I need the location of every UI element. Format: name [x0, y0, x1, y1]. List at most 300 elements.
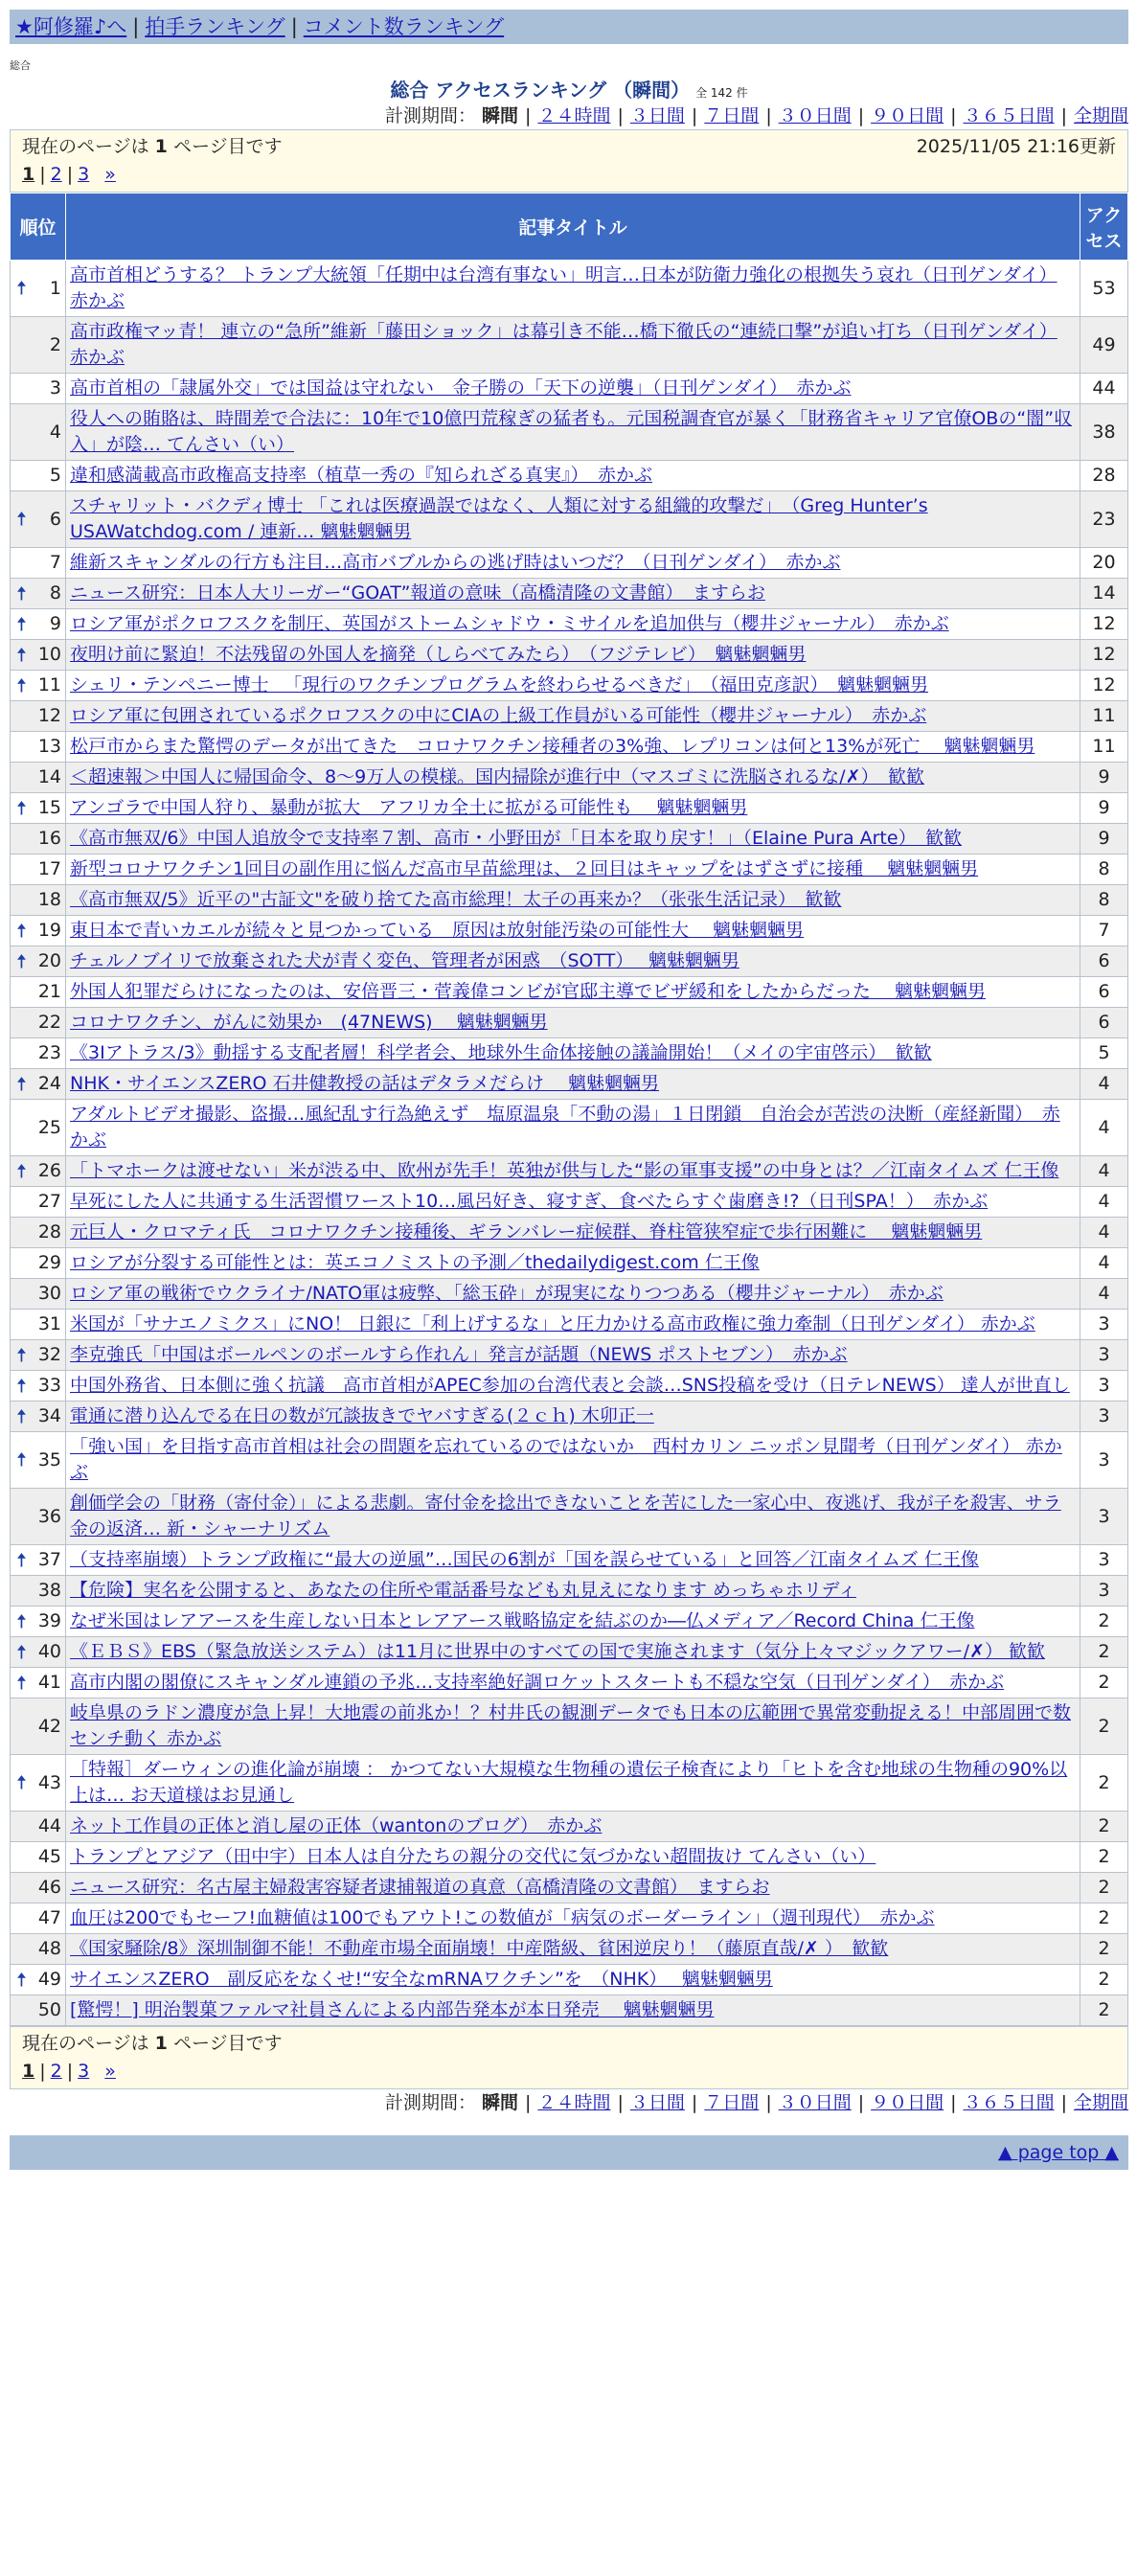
- pagination-box-bottom: [10, 2026, 1128, 2089]
- table-row: [11, 1576, 1128, 1607]
- rank-number: 25: [37, 1116, 61, 1138]
- table-row: [11, 1340, 1128, 1371]
- article-title-link[interactable]: ニュース研究：名古屋主婦殺害容疑者逮捕報道の真意（高橋清隆の文書館） ますらお: [70, 1877, 770, 1898]
- rank-number: 23: [37, 1042, 61, 1063]
- title-cell: [66, 491, 1080, 548]
- page-top-link[interactable]: ▲ page top ▲: [998, 2142, 1119, 2163]
- article-title-link[interactable]: 違和感満載高市政権高支持率（植草一秀の『知られざる真実』） 赤かぶ: [70, 465, 653, 486]
- title-cell: [66, 1812, 1080, 1842]
- table-row: [11, 1156, 1128, 1187]
- separator: |: [66, 2061, 74, 2082]
- page-link[interactable]: 3: [78, 2061, 90, 2082]
- rank-number: 17: [37, 858, 61, 879]
- rank-number: 44: [37, 1815, 61, 1836]
- article-title-link[interactable]: NHK・サイエンスZERO 石井健教授の話はデタラメだらけ 魑魅魍魎男: [70, 1073, 660, 1094]
- page-info: 現在のページは 1 ページ目です: [22, 2033, 283, 2054]
- rank-up-arrow-icon: 🠅: [16, 673, 27, 696]
- rank-cell: [11, 946, 66, 977]
- rank-cell: [11, 1156, 66, 1187]
- access-count: 53: [1080, 261, 1128, 317]
- article-title-link[interactable]: スチャリット・バクディ博士 「これは医療過誤ではなく、人類に対する組織的攻撃だ」 （Greg Hunter’s USAWatchdog.com / 連新… 魑魅魍魎男: [70, 495, 928, 542]
- access-count: 38: [1080, 404, 1128, 461]
- article-title-link[interactable]: ロシア軍がポクロフスクを制圧、英国がストームシャドウ・ミサイルを追加供与（櫻井ジャーナル） 赤かぶ: [70, 613, 949, 634]
- nav-link-applause-ranking[interactable]: 拍手ランキング: [145, 15, 285, 38]
- rank-number: 12: [37, 705, 61, 726]
- access-count: 4: [1080, 1248, 1128, 1279]
- article-title-link[interactable]: 《国家騒除/8》深圳制御不能！不動産市場全面崩壊！中産階級、貧困逆戻り！（藤原直哉/✗ ） 歓歓: [70, 1938, 889, 1959]
- rank-cell: [11, 640, 66, 671]
- rank-number: 21: [37, 981, 61, 1002]
- spacer: [94, 2061, 100, 2082]
- article-title-link[interactable]: 新型コロナワクチン1回目の副作用に悩んだ高市早苗総理は、２回目はキャップをはずさずに接種 魑魅魍魎男: [70, 858, 979, 879]
- rank-number: 40: [37, 1641, 61, 1662]
- article-title-link[interactable]: 早死にした人に共通する生活習慣ワースト10…風呂好き、寝すぎ、食べたらすぐ歯磨き!?（日刊SPA！） 赤かぶ: [70, 1191, 989, 1212]
- rank-cell: [11, 1038, 66, 1069]
- period-link[interactable]: ７日間: [704, 2092, 760, 2113]
- rank-cell: [11, 374, 66, 404]
- title-cell: [66, 824, 1080, 855]
- article-title-link[interactable]: 維新スキャンダルの行方も注目…高市バブルからの逃げ時はいつだ？（日刊ゲンダイ） 赤かぶ: [70, 552, 841, 573]
- access-count: 5: [1080, 1038, 1128, 1069]
- table-row: [11, 1432, 1128, 1489]
- access-count: 2: [1080, 1607, 1128, 1637]
- rank-cell: [11, 916, 66, 946]
- rank-number: 8: [49, 582, 61, 604]
- rank-number: 19: [37, 920, 61, 941]
- title-cell: [66, 1038, 1080, 1069]
- access-count: 11: [1080, 732, 1128, 763]
- article-title-link[interactable]: 「強い国」を目指す高市首相は社会の問題を忘れているのではないか 西村カリン ニッポン見聞考（日刊ゲンダイ） 赤かぶ: [70, 1436, 1062, 1483]
- article-title-link[interactable]: 高市内閣の閣僚にスキャンダル連鎖の予兆…支持率絶好調ロケットスタートも不穏な空気（日刊ゲンダイ） 赤かぶ: [70, 1672, 1005, 1693]
- title-cell: [66, 763, 1080, 793]
- article-title-link[interactable]: 高市首相の「隷属外交」では国益は守れない 金子勝の「天下の逆襲」（日刊ゲンダイ） 赤かぶ: [70, 377, 852, 399]
- article-title-link[interactable]: アダルトビデオ撮影、盗撮…風紀乱す行為絶えず 塩原温泉「不動の湯」１日閉鎖 自治会が苦渋の決断（産経新聞） 赤かぶ: [70, 1104, 1060, 1151]
- rank-number: 28: [37, 1221, 61, 1242]
- page-link[interactable]: 3: [78, 164, 90, 185]
- table-row: [11, 1038, 1128, 1069]
- table-row: [11, 671, 1128, 701]
- table-row: [11, 609, 1128, 640]
- article-title-link[interactable]: 【危険】実名を公開すると、あなたの住所や電話番号なども丸見えになります めっちゃホリディ: [70, 1580, 856, 1601]
- rank-up-arrow-icon: 🠅: [16, 612, 27, 635]
- article-title-link[interactable]: ロシアが分裂する可能性とは：英エコノミストの予測／thedailydigest.com 仁王像: [70, 1252, 760, 1273]
- rank-number: 35: [37, 1448, 61, 1470]
- access-count: 12: [1080, 640, 1128, 671]
- rank-cell: [11, 1218, 66, 1248]
- period-link[interactable]: ３日間: [629, 2092, 685, 2113]
- rank-cell: [11, 1607, 66, 1637]
- article-title-link[interactable]: ニュース研究：日本人大リーガー“GOAT”報道の意味（高橋清隆の文書館） ますらお: [70, 582, 765, 604]
- table-row: [11, 1812, 1128, 1842]
- table-row: [11, 1755, 1128, 1812]
- article-title-link[interactable]: ロシア軍に包囲されているポクロフスクの中にCIAの上級工作員がいる可能性（櫻井ジャーナル） 赤かぶ: [70, 705, 927, 726]
- rank-cell: [11, 1100, 66, 1156]
- title-cell: [66, 1371, 1080, 1402]
- rank-number: 49: [37, 1969, 61, 1990]
- title-cell: [66, 1402, 1080, 1432]
- access-count: 7: [1080, 916, 1128, 946]
- article-title-link[interactable]: 外国人犯罪だらけになったのは、安倍晋三・菅義偉コンビが官邸主導でビザ緩和をしたからだった 魑魅魍魎男: [70, 981, 987, 1002]
- period-link[interactable]: ７日間: [704, 105, 760, 126]
- period-link[interactable]: ３６５日間: [963, 105, 1055, 126]
- rank-number: 43: [37, 1771, 61, 1793]
- access-count: 3: [1080, 1310, 1128, 1340]
- period-link[interactable]: ９０日間: [871, 105, 944, 126]
- article-title-link[interactable]: コロナワクチン、がんに効果か (47NEWS) 魑魅魍魎男: [70, 1012, 548, 1033]
- table-row: [11, 579, 1128, 609]
- separator: |: [66, 164, 74, 185]
- access-count: 2: [1080, 1812, 1128, 1842]
- period-current: 瞬間: [482, 105, 519, 126]
- title-cell: [66, 1995, 1080, 2026]
- access-count: 3: [1080, 1489, 1128, 1545]
- rank-number: 29: [37, 1252, 61, 1273]
- rank-number: 5: [49, 465, 61, 486]
- title-cell: [66, 885, 1080, 916]
- rank-number: 3: [49, 377, 61, 399]
- table-row: [11, 1248, 1128, 1279]
- article-title-link[interactable]: ［特報］ダーウィンの進化論が崩壊 ： かつてない大規模な生物種の遺伝子検査により「ヒトを含む地球の生物種の90%以上は… お天道様はお見通し: [70, 1759, 1068, 1806]
- table-row: [11, 1873, 1128, 1904]
- title-cell: [66, 1873, 1080, 1904]
- rank-cell: [11, 1008, 66, 1038]
- article-title-link[interactable]: 中国外務省、日本側に強く抗議 高市首相がAPEC参加の台湾代表と会談…SNS投稿を受け（日テレNEWS） 達人が世直し: [70, 1375, 1070, 1396]
- title-cell: [66, 1340, 1080, 1371]
- separator: |: [617, 105, 624, 126]
- access-count: 2: [1080, 1873, 1128, 1904]
- rank-number: 46: [37, 1877, 61, 1898]
- table-row: [11, 1402, 1128, 1432]
- access-count: 4: [1080, 1187, 1128, 1218]
- separator: |: [525, 105, 532, 126]
- rank-number: 38: [37, 1580, 61, 1601]
- title-cell: [66, 1008, 1080, 1038]
- period-link[interactable]: 全期間: [1073, 105, 1128, 126]
- rank-cell: [11, 1402, 66, 1432]
- access-count: 4: [1080, 1279, 1128, 1310]
- article-title-link[interactable]: 役人への賄賂は、時間差で合法に：10年で10億円荒稼ぎの猛者も。元国税調査官が暴く「財務省キャリア官僚OBの“闇”収入」が陰… てんさい（い）: [70, 408, 1073, 455]
- article-title-link[interactable]: なぜ米国はレアアースを生産しない日本とレアアース戦略協定を結ぶのか―仏メディア／Record China 仁王像: [70, 1610, 975, 1631]
- title-cell: [66, 793, 1080, 824]
- table-row: [11, 1995, 1128, 2026]
- table-row: [11, 548, 1128, 579]
- updated-timestamp: 2025/11/05 21:16更新: [916, 136, 1116, 157]
- access-count: 2: [1080, 1755, 1128, 1812]
- rank-up-arrow-icon: 🠅: [16, 1159, 27, 1182]
- rank-cell: [11, 885, 66, 916]
- separator: |: [39, 2061, 46, 2082]
- table-row: [11, 1100, 1128, 1156]
- article-title-link[interactable]: [驚愕！] 明治製菓ファルマ社員さんによる内部告発本が本日発売 魑魅魍魎男: [70, 1999, 715, 2020]
- article-title-link[interactable]: シェリ・テンペニー博士 「現行のワクチンプログラムを終わらせるべきだ」 （福田克彦訳） 魑魅魍魎男: [70, 674, 929, 695]
- period-label: 計測期間：: [385, 2092, 477, 2113]
- rank-cell: [11, 701, 66, 732]
- rank-cell: [11, 1698, 66, 1755]
- title-cell: [66, 1637, 1080, 1668]
- top-nav-bar: [10, 10, 1128, 44]
- ranking-table-body: [11, 261, 1128, 2026]
- rank-up-arrow-icon: 🠅: [16, 1374, 27, 1397]
- article-title-link[interactable]: ロシア軍の戦術でウクライナ/NATO軍は疲弊、「総玉砕」が現実になりつつある（櫻井ジャーナル） 赤かぶ: [70, 1283, 944, 1304]
- rank-up-arrow-icon: 🠅: [16, 1671, 27, 1694]
- table-row: [11, 1008, 1128, 1038]
- separator: |: [1060, 105, 1067, 126]
- period-link[interactable]: ３日間: [629, 105, 685, 126]
- access-count: 2: [1080, 1698, 1128, 1755]
- title-cell: [66, 1310, 1080, 1340]
- rank-cell: [11, 579, 66, 609]
- title-cell: [66, 1187, 1080, 1218]
- rank-number: 30: [37, 1283, 61, 1304]
- rank-up-arrow-icon: 🠅: [16, 581, 27, 604]
- article-title-link[interactable]: 《高市無双/5》近平の"古証文"を破り捨てた高市総理！太子の再来か？（张张生活记录） 歓歓: [70, 889, 842, 910]
- article-title-link[interactable]: 高市首相どうする？ トランプ大統領「任期中は台湾有事ない」明言…日本が防衛力強化の根拠失う哀れ（日刊ゲンダイ） 赤かぶ: [70, 264, 1057, 311]
- period-link[interactable]: ３６５日間: [963, 2092, 1055, 2113]
- rank-cell: [11, 855, 66, 885]
- rank-number: 42: [37, 1715, 61, 1737]
- table-row: [11, 946, 1128, 977]
- period-link[interactable]: ３０日間: [778, 2092, 852, 2113]
- separator: |: [765, 105, 772, 126]
- rank-cell: [11, 609, 66, 640]
- rank-number: 39: [37, 1610, 61, 1631]
- access-count: 28: [1080, 461, 1128, 491]
- rank-cell: [11, 461, 66, 491]
- access-count: 8: [1080, 855, 1128, 885]
- table-row: [11, 1842, 1128, 1873]
- header-rank: 順位: [11, 194, 66, 261]
- title-cell: [66, 404, 1080, 461]
- title-cell: [66, 671, 1080, 701]
- access-count: 6: [1080, 977, 1128, 1008]
- title-cell: [66, 1248, 1080, 1279]
- rank-up-arrow-icon: 🠅: [16, 949, 27, 972]
- rank-cell: [11, 1842, 66, 1873]
- rank-number: 4: [49, 421, 61, 443]
- table-row: [11, 1607, 1128, 1637]
- rank-number: 10: [37, 644, 61, 665]
- access-count: 44: [1080, 374, 1128, 404]
- title-cell: [66, 1576, 1080, 1607]
- access-count: 9: [1080, 824, 1128, 855]
- separator: |: [691, 105, 698, 126]
- article-title-link[interactable]: 夜明け前に緊迫！不法残留の外国人を摘発（しらべてみたら） （フジテレビ） 魑魅魍魎男: [70, 644, 807, 665]
- title-cell: [66, 732, 1080, 763]
- rank-up-arrow-icon: 🠅: [16, 1343, 27, 1366]
- page-link[interactable]: 2: [50, 164, 62, 185]
- page-link[interactable]: 2: [50, 2061, 62, 2082]
- rank-number: 2: [49, 333, 61, 355]
- table-row: [11, 1668, 1128, 1698]
- table-row: [11, 1310, 1128, 1340]
- table-row: [11, 763, 1128, 793]
- page-current: 1: [22, 2061, 35, 2082]
- rank-cell: [11, 261, 66, 317]
- access-count: 3: [1080, 1371, 1128, 1402]
- article-title-link[interactable]: チェルノブイリで放棄された犬が青く変色、管理者が困惑 （SOTT） 魑魅魍魎男: [70, 950, 739, 971]
- access-count: 4: [1080, 1218, 1128, 1248]
- rank-up-arrow-icon: 🠅: [16, 1770, 27, 1794]
- title-cell: [66, 579, 1080, 609]
- access-count: 2: [1080, 1995, 1128, 2026]
- rank-number: 37: [37, 1549, 61, 1570]
- title-cell: [66, 977, 1080, 1008]
- article-title-link[interactable]: 血圧は200でもセーフ!血糖値は100でもアウト!この数値が「病気のボーダーライン」（週刊現代） 赤かぶ: [70, 1907, 935, 1928]
- title-cell: [66, 374, 1080, 404]
- rank-up-arrow-icon: 🠅: [16, 1072, 27, 1095]
- period-link[interactable]: ２４時間: [537, 2092, 611, 2113]
- article-title-link[interactable]: 東日本で青いカエルが続々と見つかっている 原因は放射能汚染の可能性大 魑魅魍魎男: [70, 920, 805, 941]
- rank-cell: [11, 1545, 66, 1576]
- rank-number: 14: [37, 766, 61, 787]
- article-title-link[interactable]: 創価学会の「財務（寄付金）」による悲劇。寄付金を捻出できないことを苦にした一家心中、夜逃げ、我が子を殺害、サラ金の返済… 新・シャーナリズム: [70, 1493, 1061, 1539]
- page-next-link[interactable]: »: [104, 164, 116, 185]
- rank-cell: [11, 1340, 66, 1371]
- table-row: [11, 1187, 1128, 1218]
- rank-number: 48: [37, 1938, 61, 1959]
- title-cell: [66, 609, 1080, 640]
- period-selector-top: [10, 103, 1128, 129]
- article-title-link[interactable]: 《3Iアトラス/3》動揺する支配者層！科学者会、地球外生命体接触の議論開始！（メイの宇宙啓示） 歓歓: [70, 1042, 932, 1063]
- article-title-link[interactable]: 《ＥＢＳ》EBS（緊急放送システム）は11月に世界中のすべての国で実施されます（気分上々マジックアワー/✗） 歓歓: [70, 1641, 1046, 1662]
- separator: |: [857, 2092, 865, 2113]
- page-links: [22, 2058, 1116, 2086]
- article-title-link[interactable]: 《高市無双/6》中国人追放令で支持率７割、高市・小野田が「日本を取り戻す！」（Elaine Pura Arte） 歓歓: [70, 828, 963, 849]
- access-count: 2: [1080, 1637, 1128, 1668]
- access-count: 6: [1080, 946, 1128, 977]
- article-title-link[interactable]: アンゴラで中国人狩り、暴動が拡大 アフリカ全土に拡がる可能性も 魑魅魍魎男: [70, 797, 748, 818]
- header-access: アクセス: [1080, 194, 1128, 261]
- ranking-title: 総合 アクセスランキング （瞬間）: [390, 79, 691, 102]
- title-cell: [66, 1069, 1080, 1100]
- access-count: 6: [1080, 1008, 1128, 1038]
- table-row: [11, 1545, 1128, 1576]
- table-row: [11, 855, 1128, 885]
- rank-number: 36: [37, 1505, 61, 1527]
- period-link[interactable]: 全期間: [1073, 2092, 1128, 2113]
- rank-number: 45: [37, 1846, 61, 1867]
- page-next-link[interactable]: »: [104, 2061, 116, 2082]
- title-cell: [66, 261, 1080, 317]
- article-title-link[interactable]: （支持率崩壊）トランプ政権に“最大の逆風”…国民の6割が「国を誤らせている」と回答／江南タイムズ 仁王像: [70, 1549, 979, 1570]
- article-title-link[interactable]: 高市政権マッ青！ 連立の“急所”維新「藤田ショック」は幕引き不能…橋下徹氏の“連続口撃”が追い打ち（日刊ゲンダイ） 赤かぶ: [70, 321, 1057, 368]
- article-title-link[interactable]: 李克強氏「中国はボールペンのボールすら作れん」発言が話題（NEWS ポストセブン） 赤かぶ: [70, 1344, 848, 1365]
- rank-number: 47: [37, 1907, 61, 1928]
- rank-up-arrow-icon: 🠅: [16, 276, 27, 300]
- period-link[interactable]: ９０日間: [871, 2092, 944, 2113]
- rank-number: 1: [49, 277, 61, 299]
- table-row: [11, 491, 1128, 548]
- separator: |: [132, 15, 140, 38]
- nav-link-comment-ranking[interactable]: コメント数ランキング: [303, 15, 505, 38]
- rank-number: 22: [37, 1012, 61, 1033]
- rank-number: 32: [37, 1344, 61, 1365]
- rank-cell: [11, 1812, 66, 1842]
- article-title-link[interactable]: トランプとアジア（田中宇）日本人は自分たちの親分の交代に気づかない超間抜け てんさい（い）: [70, 1846, 876, 1867]
- rank-number: 16: [37, 828, 61, 849]
- rank-cell: [11, 1069, 66, 1100]
- separator: |: [1060, 2092, 1067, 2113]
- rank-cell: [11, 793, 66, 824]
- table-row: [11, 916, 1128, 946]
- article-title-link[interactable]: 電通に潜り込んでる在日の数が冗談抜きでヤバすぎる(２ｃｈ) 木卯正一: [70, 1405, 654, 1426]
- period-link[interactable]: ２４時間: [537, 105, 611, 126]
- rank-number: 26: [37, 1160, 61, 1181]
- rank-cell: [11, 1755, 66, 1812]
- rank-number: 20: [37, 950, 61, 971]
- rank-cell: [11, 1279, 66, 1310]
- separator: |: [617, 2092, 624, 2113]
- access-count: 4: [1080, 1069, 1128, 1100]
- pagination-box-top: [10, 129, 1128, 193]
- separator: |: [525, 2092, 532, 2113]
- table-row: [11, 732, 1128, 763]
- title-cell: [66, 1965, 1080, 1995]
- page-current: 1: [22, 164, 35, 185]
- rank-up-arrow-icon: 🠅: [16, 1640, 27, 1663]
- rank-up-arrow-icon: 🠅: [16, 507, 27, 531]
- separator: |: [857, 105, 865, 126]
- article-title-link[interactable]: ＜超速報＞中国人に帰国命令、8〜9万人の模様。国内掃除が進行中（マスゴミに洗脳されるな/✗） 歓歓: [70, 766, 925, 787]
- rank-number: 9: [49, 613, 61, 634]
- rank-cell: [11, 1371, 66, 1402]
- access-count: 2: [1080, 1668, 1128, 1698]
- page-info: 現在のページは 1 ページ目です: [22, 136, 283, 157]
- table-row: [11, 1069, 1128, 1100]
- table-row: [11, 640, 1128, 671]
- rank-cell: [11, 1187, 66, 1218]
- rank-cell: [11, 1310, 66, 1340]
- separator: |: [290, 15, 298, 38]
- title-cell: [66, 1842, 1080, 1873]
- article-title-link[interactable]: 米国が「サナエノミクス」にNO！ 日銀に「利上げするな」と圧力かける高市政権に強力牽制（日刊ゲンダイ） 赤かぶ: [70, 1313, 1035, 1334]
- separator: |: [950, 105, 957, 126]
- access-count: 2: [1080, 1965, 1128, 1995]
- article-title-link[interactable]: 元巨人・クロマティ氏 コロナワクチン接種後、ギランバレー症候群、脊柱管狭窄症で歩行困難に 魑魅魍魎男: [70, 1221, 983, 1242]
- table-row: [11, 701, 1128, 732]
- article-title-link[interactable]: ネット工作員の正体と消し屋の正体（wantonのブログ） 赤かぶ: [70, 1815, 603, 1836]
- table-row: [11, 461, 1128, 491]
- article-title-link[interactable]: サイエンスZERO 副反応をなくせ!“安全なmRNAワクチン”を （NHK） 魑魅魍魎男: [70, 1969, 773, 1990]
- rank-cell: [11, 491, 66, 548]
- rank-number: 11: [37, 674, 61, 695]
- period-current: 瞬間: [482, 2092, 519, 2113]
- rank-number: 7: [49, 552, 61, 573]
- title-cell: [66, 1432, 1080, 1489]
- table-row: [11, 1489, 1128, 1545]
- access-count: 23: [1080, 491, 1128, 548]
- article-title-link[interactable]: 「トマホークは渡せない」米が渋る中、欧州が先手！英独が供与した“影の軍事支援”の中身とは？／江南タイムズ 仁王像: [70, 1160, 1059, 1181]
- table-row: [11, 317, 1128, 374]
- rank-up-arrow-icon: 🠅: [16, 796, 27, 819]
- title-cell: [66, 1755, 1080, 1812]
- title-cell: [66, 1698, 1080, 1755]
- article-title-link[interactable]: 松戸市からまた驚愕のデータが出てきた コロナワクチン接種者の3%強、レプリコンは何と13%が死亡 魑魅魍魎男: [70, 736, 1035, 757]
- table-row: [11, 1637, 1128, 1668]
- access-count: 3: [1080, 1340, 1128, 1371]
- footer-bar: [10, 2135, 1128, 2170]
- separator: |: [39, 164, 46, 185]
- header-title: 記事タイトル: [66, 194, 1080, 261]
- title-cell: [66, 855, 1080, 885]
- nav-link-asyura[interactable]: ★阿修羅♪へ: [15, 15, 127, 38]
- table-row: [11, 1371, 1128, 1402]
- rank-cell: [11, 1576, 66, 1607]
- article-title-link[interactable]: 岐阜県のラドン濃度が急上昇！大地震の前兆か！？村井氏の観測データでも日本の広範囲で異常変動捉える！中部周囲で数センチ動く 赤かぶ: [70, 1702, 1072, 1749]
- table-row: [11, 1934, 1128, 1965]
- title-cell: [66, 317, 1080, 374]
- period-link[interactable]: ３０日間: [778, 105, 852, 126]
